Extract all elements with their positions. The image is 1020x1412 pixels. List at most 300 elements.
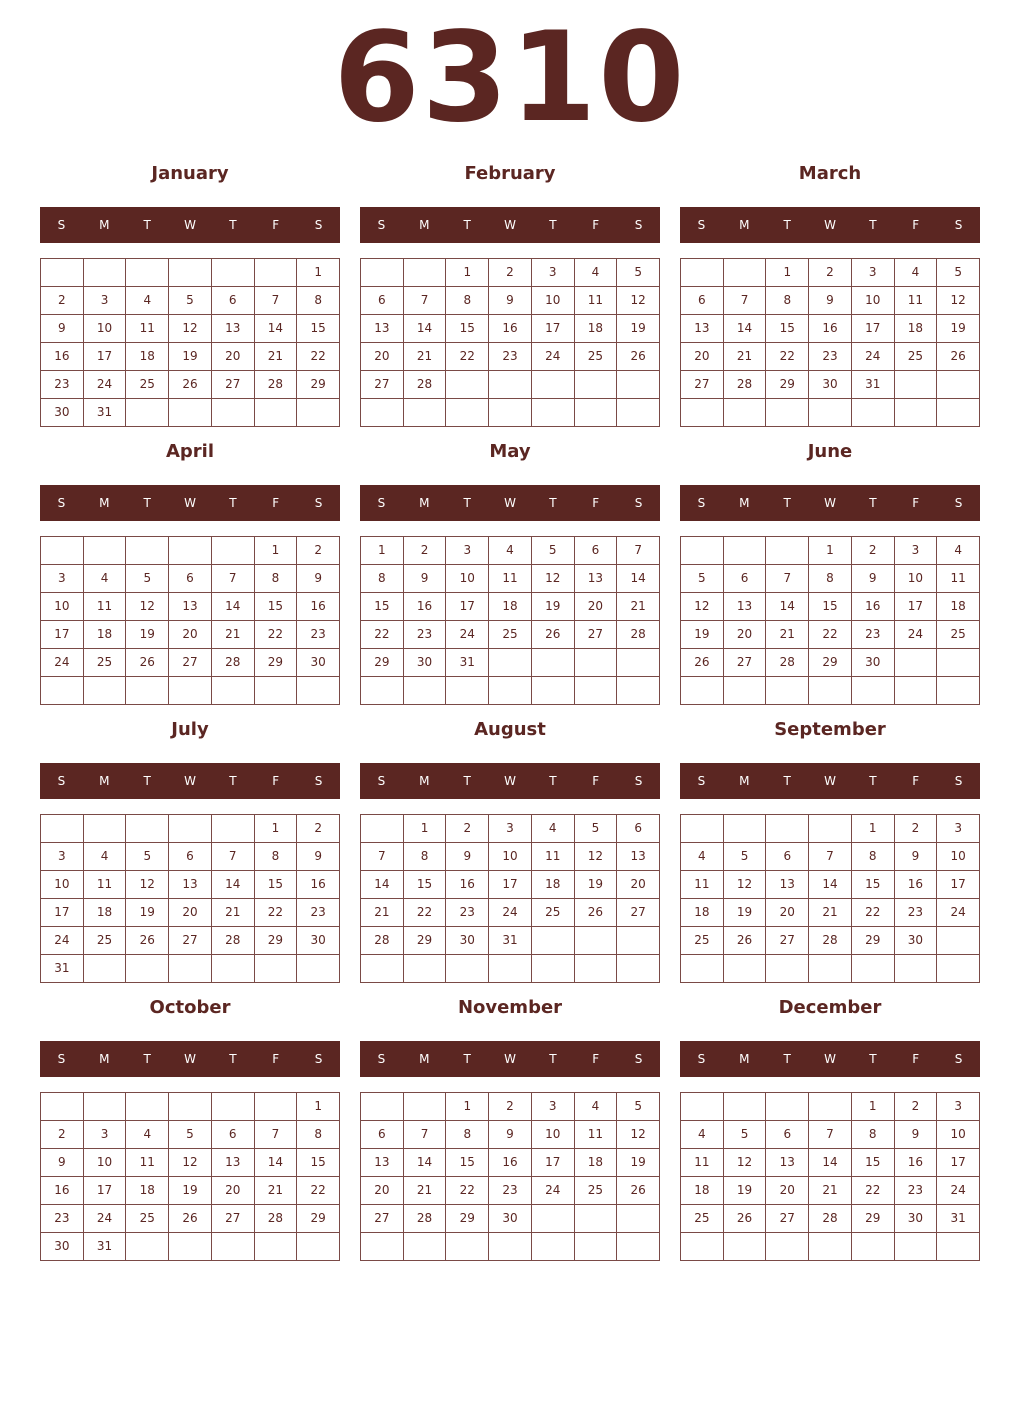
day-cell: 25 [84, 927, 127, 955]
day-cell: 19 [575, 871, 618, 899]
day-cell: 17 [895, 593, 938, 621]
day-cell: 4 [937, 537, 980, 565]
day-cell: 12 [937, 287, 980, 315]
empty-cell [766, 399, 809, 427]
empty-cell [532, 927, 575, 955]
month-july [40, 716, 340, 994]
day-cell: 11 [84, 593, 127, 621]
day-cell: 16 [895, 871, 938, 899]
empty-cell [297, 677, 340, 705]
empty-cell [617, 399, 660, 427]
weekday-label: W [824, 1052, 836, 1066]
day-cell: 26 [126, 927, 169, 955]
day-cell: 24 [895, 621, 938, 649]
day-cell: 6 [766, 1121, 809, 1149]
day-cell: 21 [361, 899, 404, 927]
day-cell: 10 [532, 1121, 575, 1149]
day-cell: 6 [212, 287, 255, 315]
day-cell: 26 [724, 1205, 767, 1233]
weekday-label: T [783, 1052, 791, 1066]
day-cell: 16 [41, 1177, 84, 1205]
day-cell: 15 [297, 1149, 340, 1177]
day-cell: 21 [404, 343, 447, 371]
day-cell: 4 [575, 1093, 618, 1121]
empty-cell [297, 1233, 340, 1261]
day-cell: 5 [724, 1121, 767, 1149]
empty-cell [489, 1233, 532, 1261]
empty-cell [575, 649, 618, 677]
day-cell: 12 [126, 871, 169, 899]
empty-cell [724, 399, 767, 427]
day-cell: 11 [489, 565, 532, 593]
day-cell: 19 [724, 1177, 767, 1205]
weekday-label: T [143, 774, 151, 788]
day-cell: 1 [255, 815, 298, 843]
empty-cell [724, 1093, 767, 1121]
day-cell: 1 [852, 1093, 895, 1121]
empty-cell [809, 815, 852, 843]
day-cell: 9 [41, 1149, 84, 1177]
day-cell: 8 [766, 287, 809, 315]
day-cell: 9 [895, 1121, 938, 1149]
day-cell: 8 [361, 565, 404, 593]
day-cell: 24 [84, 371, 127, 399]
day-cell: 26 [724, 927, 767, 955]
day-cell: 18 [681, 899, 724, 927]
day-cell: 13 [169, 871, 212, 899]
day-cell: 21 [809, 1177, 852, 1205]
day-cell: 11 [937, 565, 980, 593]
day-cell: 1 [446, 259, 489, 287]
day-cell: 28 [809, 927, 852, 955]
day-cell: 11 [84, 871, 127, 899]
day-cell: 9 [404, 565, 447, 593]
day-cell: 24 [446, 621, 489, 649]
empty-cell [41, 259, 84, 287]
empty-cell [212, 955, 255, 983]
empty-cell [852, 677, 895, 705]
empty-cell [255, 259, 298, 287]
empty-cell [766, 677, 809, 705]
day-cell: 28 [255, 371, 298, 399]
day-cell: 15 [852, 1149, 895, 1177]
empty-cell [532, 371, 575, 399]
weekday-header [40, 763, 340, 799]
empty-cell [212, 677, 255, 705]
empty-cell [766, 537, 809, 565]
weekday-label: S [377, 218, 386, 232]
day-cell: 26 [681, 649, 724, 677]
day-cell: 20 [212, 343, 255, 371]
day-cell: 21 [212, 899, 255, 927]
weekday-header [360, 763, 660, 799]
weekday-label: S [314, 774, 323, 788]
day-cell: 10 [84, 315, 127, 343]
weekday-header [680, 763, 980, 799]
day-cell: 2 [489, 259, 532, 287]
day-cell: 24 [937, 899, 980, 927]
day-grid [360, 1092, 660, 1261]
day-cell: 25 [575, 343, 618, 371]
day-cell: 8 [446, 287, 489, 315]
weekday-label: S [377, 1052, 386, 1066]
day-cell: 27 [724, 649, 767, 677]
empty-cell [41, 1093, 84, 1121]
day-cell: 26 [575, 899, 618, 927]
weekday-label: S [634, 774, 643, 788]
day-cell: 28 [212, 927, 255, 955]
day-cell: 29 [255, 927, 298, 955]
day-cell: 17 [489, 871, 532, 899]
day-cell: 2 [41, 287, 84, 315]
empty-cell [681, 815, 724, 843]
day-cell: 14 [361, 871, 404, 899]
day-cell: 6 [169, 843, 212, 871]
day-cell: 13 [724, 593, 767, 621]
weekday-label: M [739, 774, 750, 788]
day-cell: 23 [297, 621, 340, 649]
day-cell: 14 [809, 1149, 852, 1177]
empty-cell [617, 677, 660, 705]
day-cell: 17 [84, 1177, 127, 1205]
empty-cell [212, 1233, 255, 1261]
empty-cell [41, 537, 84, 565]
day-cell: 12 [532, 565, 575, 593]
empty-cell [937, 927, 980, 955]
day-cell: 24 [84, 1205, 127, 1233]
weekday-label: S [57, 1052, 66, 1066]
day-cell: 6 [681, 287, 724, 315]
day-cell: 17 [532, 315, 575, 343]
day-cell: 7 [255, 1121, 298, 1149]
day-cell: 16 [809, 315, 852, 343]
day-cell: 18 [895, 315, 938, 343]
day-cell: 29 [297, 371, 340, 399]
empty-cell [361, 1093, 404, 1121]
day-cell: 22 [852, 1177, 895, 1205]
day-cell: 13 [766, 871, 809, 899]
empty-cell [126, 399, 169, 427]
day-cell: 14 [724, 315, 767, 343]
month-name: July [171, 719, 209, 740]
day-cell: 6 [169, 565, 212, 593]
weekday-label: T [229, 774, 237, 788]
day-cell: 7 [212, 843, 255, 871]
day-cell: 24 [532, 1177, 575, 1205]
day-cell: 19 [169, 1177, 212, 1205]
empty-cell [681, 955, 724, 983]
weekday-label: T [463, 218, 471, 232]
day-cell: 10 [84, 1149, 127, 1177]
weekday-header [40, 485, 340, 521]
day-cell: 20 [766, 899, 809, 927]
weekday-label: F [592, 774, 600, 788]
day-grid [680, 1092, 980, 1261]
day-cell: 5 [126, 565, 169, 593]
weekday-label: F [912, 496, 920, 510]
day-cell: 30 [404, 649, 447, 677]
empty-cell [255, 1233, 298, 1261]
day-cell: 28 [404, 371, 447, 399]
weekday-label: S [954, 496, 963, 510]
day-cell: 6 [724, 565, 767, 593]
day-cell: 18 [84, 899, 127, 927]
day-cell: 19 [126, 899, 169, 927]
day-cell: 13 [681, 315, 724, 343]
day-cell: 28 [404, 1205, 447, 1233]
day-cell: 15 [255, 871, 298, 899]
day-cell: 9 [489, 287, 532, 315]
day-cell: 18 [84, 621, 127, 649]
empty-cell [575, 1205, 618, 1233]
day-cell: 4 [681, 843, 724, 871]
day-cell: 11 [575, 1121, 618, 1149]
weekday-label: S [314, 218, 323, 232]
empty-cell [532, 1233, 575, 1261]
day-cell: 25 [126, 371, 169, 399]
day-cell: 6 [361, 287, 404, 315]
day-cell: 3 [937, 1093, 980, 1121]
day-cell: 8 [297, 1121, 340, 1149]
day-cell: 19 [126, 621, 169, 649]
empty-cell [84, 955, 127, 983]
day-cell: 1 [446, 1093, 489, 1121]
day-cell: 29 [809, 649, 852, 677]
day-cell: 4 [126, 287, 169, 315]
day-cell: 28 [809, 1205, 852, 1233]
day-cell: 1 [297, 259, 340, 287]
day-cell: 5 [617, 259, 660, 287]
day-cell: 25 [895, 343, 938, 371]
day-cell: 27 [169, 927, 212, 955]
day-cell: 14 [212, 593, 255, 621]
day-cell: 15 [255, 593, 298, 621]
day-cell: 1 [297, 1093, 340, 1121]
empty-cell [724, 259, 767, 287]
day-cell: 16 [446, 871, 489, 899]
day-cell: 29 [255, 649, 298, 677]
weekday-header [680, 485, 980, 521]
weekday-header [680, 207, 980, 243]
day-cell: 29 [297, 1205, 340, 1233]
day-cell: 23 [41, 371, 84, 399]
day-cell: 25 [681, 927, 724, 955]
day-cell: 27 [361, 371, 404, 399]
empty-cell [937, 677, 980, 705]
empty-cell [489, 371, 532, 399]
day-cell: 29 [852, 927, 895, 955]
day-cell: 17 [532, 1149, 575, 1177]
day-cell: 22 [297, 1177, 340, 1205]
day-cell: 21 [404, 1177, 447, 1205]
empty-cell [126, 259, 169, 287]
weekday-label: T [869, 774, 877, 788]
empty-cell [404, 955, 447, 983]
day-cell: 7 [617, 537, 660, 565]
empty-cell [212, 399, 255, 427]
day-cell: 23 [489, 343, 532, 371]
day-cell: 31 [41, 955, 84, 983]
month-name: February [464, 163, 556, 184]
day-cell: 21 [212, 621, 255, 649]
empty-cell [361, 259, 404, 287]
day-cell: 4 [681, 1121, 724, 1149]
day-cell: 30 [297, 927, 340, 955]
day-cell: 23 [41, 1205, 84, 1233]
day-cell: 7 [404, 287, 447, 315]
empty-cell [937, 649, 980, 677]
weekday-label: F [592, 496, 600, 510]
month-june [680, 438, 980, 716]
day-cell: 3 [446, 537, 489, 565]
empty-cell [446, 399, 489, 427]
day-cell: 4 [84, 843, 127, 871]
empty-cell [724, 815, 767, 843]
empty-cell [937, 1233, 980, 1261]
day-cell: 29 [852, 1205, 895, 1233]
empty-cell [895, 371, 938, 399]
empty-cell [84, 259, 127, 287]
weekday-label: W [824, 496, 836, 510]
day-cell: 15 [446, 1149, 489, 1177]
month-april [40, 438, 340, 716]
day-cell: 9 [297, 565, 340, 593]
weekday-label: T [549, 1052, 557, 1066]
day-cell: 8 [297, 287, 340, 315]
weekday-label: T [143, 496, 151, 510]
weekday-label: M [739, 218, 750, 232]
weekday-label: M [419, 1052, 430, 1066]
day-cell: 5 [126, 843, 169, 871]
empty-cell [895, 955, 938, 983]
month-name: March [798, 163, 862, 184]
weekday-label: S [634, 218, 643, 232]
day-cell: 18 [532, 871, 575, 899]
day-cell: 30 [41, 1233, 84, 1261]
day-cell: 18 [937, 593, 980, 621]
empty-cell [852, 399, 895, 427]
day-cell: 6 [361, 1121, 404, 1149]
empty-cell [126, 537, 169, 565]
weekday-label: W [184, 496, 196, 510]
day-cell: 19 [532, 593, 575, 621]
day-cell: 28 [255, 1205, 298, 1233]
empty-cell [255, 399, 298, 427]
day-cell: 4 [84, 565, 127, 593]
empty-cell [404, 399, 447, 427]
day-cell: 20 [681, 343, 724, 371]
day-cell: 14 [766, 593, 809, 621]
weekday-label: S [314, 1052, 323, 1066]
day-cell: 28 [617, 621, 660, 649]
day-cell: 20 [724, 621, 767, 649]
empty-cell [126, 1093, 169, 1121]
day-cell: 29 [766, 371, 809, 399]
day-cell: 8 [255, 843, 298, 871]
day-cell: 4 [532, 815, 575, 843]
weekday-label: F [912, 218, 920, 232]
day-cell: 2 [895, 815, 938, 843]
day-cell: 7 [766, 565, 809, 593]
day-cell: 19 [617, 315, 660, 343]
day-cell: 5 [575, 815, 618, 843]
empty-cell [575, 399, 618, 427]
empty-cell [297, 955, 340, 983]
day-cell: 15 [404, 871, 447, 899]
empty-cell [361, 1233, 404, 1261]
day-cell: 3 [895, 537, 938, 565]
day-cell: 4 [895, 259, 938, 287]
day-cell: 31 [852, 371, 895, 399]
weekday-label: S [697, 774, 706, 788]
day-cell: 29 [361, 649, 404, 677]
day-cell: 5 [681, 565, 724, 593]
empty-cell [809, 1093, 852, 1121]
empty-cell [617, 1205, 660, 1233]
empty-cell [126, 1233, 169, 1261]
day-cell: 3 [41, 565, 84, 593]
empty-cell [937, 399, 980, 427]
day-cell: 2 [446, 815, 489, 843]
day-cell: 14 [255, 1149, 298, 1177]
empty-cell [446, 677, 489, 705]
weekday-label: M [99, 774, 110, 788]
day-cell: 16 [895, 1149, 938, 1177]
day-grid [680, 814, 980, 983]
day-cell: 25 [681, 1205, 724, 1233]
day-cell: 20 [766, 1177, 809, 1205]
empty-cell [169, 815, 212, 843]
empty-cell [84, 1093, 127, 1121]
day-cell: 24 [852, 343, 895, 371]
month-name: September [774, 719, 886, 740]
empty-cell [169, 955, 212, 983]
empty-cell [361, 955, 404, 983]
day-cell: 3 [84, 287, 127, 315]
day-cell: 21 [255, 343, 298, 371]
weekday-label: T [463, 496, 471, 510]
day-cell: 8 [404, 843, 447, 871]
empty-cell [724, 955, 767, 983]
empty-cell [255, 677, 298, 705]
empty-cell [84, 815, 127, 843]
day-cell: 26 [937, 343, 980, 371]
day-grid [360, 536, 660, 705]
weekday-label: M [419, 774, 430, 788]
day-cell: 9 [41, 315, 84, 343]
day-cell: 27 [617, 899, 660, 927]
day-cell: 30 [809, 371, 852, 399]
day-cell: 1 [404, 815, 447, 843]
weekday-label: S [57, 496, 66, 510]
weekday-label: T [549, 496, 557, 510]
day-cell: 7 [724, 287, 767, 315]
weekday-label: S [954, 1052, 963, 1066]
day-cell: 30 [895, 1205, 938, 1233]
empty-cell [724, 537, 767, 565]
month-name: December [778, 997, 882, 1018]
weekday-label: W [504, 496, 516, 510]
day-cell: 23 [852, 621, 895, 649]
day-cell: 13 [212, 1149, 255, 1177]
weekday-label: F [592, 1052, 600, 1066]
empty-cell [681, 259, 724, 287]
empty-cell [404, 1233, 447, 1261]
day-cell: 28 [361, 927, 404, 955]
weekday-label: M [419, 218, 430, 232]
month-march [680, 160, 980, 438]
weekday-label: F [912, 1052, 920, 1066]
